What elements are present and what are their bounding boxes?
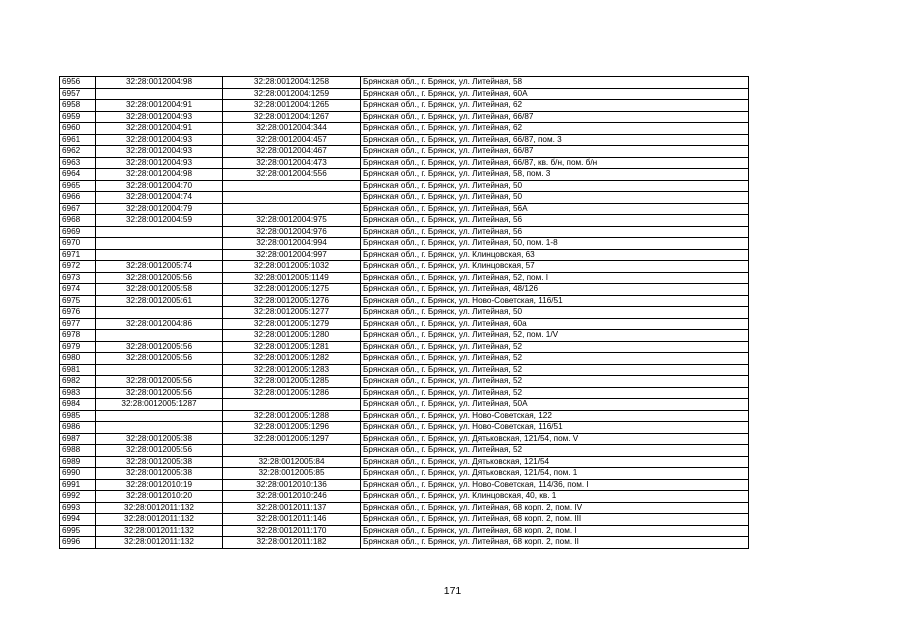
row-number-cell: 6982 [60, 376, 96, 388]
table-row [60, 215, 749, 227]
table-row [60, 146, 749, 158]
cadastral-number-cell: 32:28:0012011:182 [223, 537, 361, 549]
row-number-cell: 6961 [60, 134, 96, 146]
address-cell: Брянская обл., г. Брянск, ул. Литейная, 66/87 [361, 146, 749, 158]
address-cell: Брянская обл., г. Брянск, ул. Литейная, 50 [361, 180, 749, 192]
parcel-number-cell: 32:28:0012004:93 [96, 146, 223, 158]
table-row [60, 525, 749, 537]
parcel-number-cell: 32:28:0012005:61 [96, 295, 223, 307]
parcel-number-cell [96, 88, 223, 100]
cadastral-number-cell [223, 192, 361, 204]
registry-table-body [60, 77, 749, 549]
row-number-cell: 6979 [60, 341, 96, 353]
parcel-number-cell: 32:28:0012005:58 [96, 284, 223, 296]
cadastral-number-cell: 32:28:0012010:246 [223, 491, 361, 503]
table-row [60, 238, 749, 250]
cadastral-number-cell: 32:28:0012005:1276 [223, 295, 361, 307]
table-row [60, 353, 749, 365]
cadastral-number-cell: 32:28:0012004:344 [223, 123, 361, 135]
address-cell: Брянская обл., г. Брянск, ул. Литейная, 68 корп. 2, пом. III [361, 514, 749, 526]
address-cell: Брянская обл., г. Брянск, ул. Литейная, 56 [361, 215, 749, 227]
cadastral-number-cell: 32:28:0012005:1296 [223, 422, 361, 434]
row-number-cell: 6974 [60, 284, 96, 296]
address-cell: Брянская обл., г. Брянск, ул. Клинцовская, 63 [361, 249, 749, 261]
cadastral-number-cell: 32:28:0012004:1258 [223, 77, 361, 89]
cadastral-number-cell: 32:28:0012004:994 [223, 238, 361, 250]
cadastral-number-cell [223, 399, 361, 411]
cadastral-number-cell: 32:28:0012011:137 [223, 502, 361, 514]
table-row [60, 100, 749, 112]
row-number-cell: 6978 [60, 330, 96, 342]
cadastral-number-cell: 32:28:0012005:1285 [223, 376, 361, 388]
row-number-cell: 6975 [60, 295, 96, 307]
table-row [60, 399, 749, 411]
cadastral-number-cell: 32:28:0012005:1280 [223, 330, 361, 342]
cadastral-number-cell: 32:28:0012005:85 [223, 468, 361, 480]
address-cell: Брянская обл., г. Брянск, ул. Литейная, 52, пом. 1/V [361, 330, 749, 342]
address-cell: Брянская обл., г. Брянск, ул. Литейная, 68 корп. 2, пом. IV [361, 502, 749, 514]
registry-table [59, 76, 749, 549]
table-row [60, 445, 749, 457]
parcel-number-cell: 32:28:0012005:56 [96, 353, 223, 365]
address-cell: Брянская обл., г. Брянск, ул. Литейная, 60а [361, 318, 749, 330]
parcel-number-cell [96, 249, 223, 261]
row-number-cell: 6986 [60, 422, 96, 434]
row-number-cell: 6972 [60, 261, 96, 273]
row-number-cell: 6994 [60, 514, 96, 526]
row-number-cell: 6987 [60, 433, 96, 445]
parcel-number-cell: 32:28:0012004:86 [96, 318, 223, 330]
cadastral-number-cell: 32:28:0012005:84 [223, 456, 361, 468]
table-row [60, 295, 749, 307]
address-cell: Брянская обл., г. Брянск, ул. Литейная, 50 [361, 307, 749, 319]
address-cell: Брянская обл., г. Брянск, ул. Литейная, 68 корп. 2, пом. II [361, 537, 749, 549]
cadastral-number-cell: 32:28:0012004:997 [223, 249, 361, 261]
row-number-cell: 6967 [60, 203, 96, 215]
parcel-number-cell: 32:28:0012004:93 [96, 134, 223, 146]
row-number-cell: 6970 [60, 238, 96, 250]
table-row [60, 226, 749, 238]
table-row [60, 491, 749, 503]
row-number-cell: 6966 [60, 192, 96, 204]
row-number-cell: 6977 [60, 318, 96, 330]
cadastral-number-cell: 32:28:0012005:1277 [223, 307, 361, 319]
parcel-number-cell: 32:28:0012005:38 [96, 456, 223, 468]
table-row [60, 192, 749, 204]
cadastral-number-cell: 32:28:0012005:1286 [223, 387, 361, 399]
table-row [60, 433, 749, 445]
cadastral-number-cell: 32:28:0012005:1279 [223, 318, 361, 330]
address-cell: Брянская обл., г. Брянск, ул. Литейная, 52 [361, 376, 749, 388]
parcel-number-cell: 32:28:0012010:19 [96, 479, 223, 491]
row-number-cell: 6984 [60, 399, 96, 411]
row-number-cell: 6963 [60, 157, 96, 169]
address-cell: Брянская обл., г. Брянск, ул. Литейная, 52 [361, 341, 749, 353]
address-cell: Брянская обл., г. Брянск, ул. Литейная, 52, пом. I [361, 272, 749, 284]
address-cell: Брянская обл., г. Брянск, ул. Литейная, 52 [361, 387, 749, 399]
parcel-number-cell: 32:28:0012005:38 [96, 433, 223, 445]
table-row [60, 468, 749, 480]
page-number: 171 [443, 585, 462, 597]
table-row [60, 318, 749, 330]
address-cell: Брянская обл., г. Брянск, ул. Литейная, 50А [361, 399, 749, 411]
row-number-cell: 6988 [60, 445, 96, 457]
address-cell: Брянская обл., г. Брянск, ул. Литейная, 62 [361, 123, 749, 135]
parcel-number-cell: 32:28:0012011:132 [96, 537, 223, 549]
table-row [60, 180, 749, 192]
table-row [60, 169, 749, 181]
parcel-number-cell: 32:28:0012004:93 [96, 157, 223, 169]
parcel-number-cell: 32:28:0012004:91 [96, 123, 223, 135]
cadastral-number-cell: 32:28:0012004:1267 [223, 111, 361, 123]
parcel-number-cell: 32:28:0012005:56 [96, 376, 223, 388]
parcel-number-cell: 32:28:0012005:38 [96, 468, 223, 480]
address-cell: Брянская обл., г. Брянск, ул. Литейная, 50, пом. 1-8 [361, 238, 749, 250]
address-cell: Брянская обл., г. Брянск, ул. Литейная, 66/87 [361, 111, 749, 123]
parcel-number-cell [96, 364, 223, 376]
cadastral-number-cell: 32:28:0012005:1032 [223, 261, 361, 273]
parcel-number-cell: 32:28:0012004:59 [96, 215, 223, 227]
address-cell: Брянская обл., г. Брянск, ул. Литейная, 58 [361, 77, 749, 89]
table-row [60, 157, 749, 169]
cadastral-number-cell: 32:28:0012004:473 [223, 157, 361, 169]
table-row [60, 479, 749, 491]
address-cell: Брянская обл., г. Брянск, ул. Литейная, 68 корп. 2, пом. I [361, 525, 749, 537]
table-row [60, 410, 749, 422]
cadastral-number-cell: 32:28:0012004:976 [223, 226, 361, 238]
parcel-number-cell: 32:28:0012010:20 [96, 491, 223, 503]
row-number-cell: 6965 [60, 180, 96, 192]
row-number-cell: 6990 [60, 468, 96, 480]
parcel-number-cell: 32:28:0012011:132 [96, 525, 223, 537]
row-number-cell: 6962 [60, 146, 96, 158]
table-row [60, 249, 749, 261]
address-cell: Брянская обл., г. Брянск, ул. Ново-Советская, 116/51 [361, 422, 749, 434]
address-cell: Брянская обл., г. Брянск, ул. Литейная, 66/87, пом. 3 [361, 134, 749, 146]
cadastral-number-cell [223, 203, 361, 215]
cadastral-number-cell: 32:28:0012011:170 [223, 525, 361, 537]
address-cell: Брянская обл., г. Брянск, ул. Ново-Советская, 114/36, пом. I [361, 479, 749, 491]
row-number-cell: 6996 [60, 537, 96, 549]
table-row [60, 111, 749, 123]
address-cell: Брянская обл., г. Брянск, ул. Литейная, 56А [361, 203, 749, 215]
cadastral-number-cell: 32:28:0012010:136 [223, 479, 361, 491]
parcel-number-cell [96, 238, 223, 250]
cadastral-number-cell: 32:28:0012005:1297 [223, 433, 361, 445]
parcel-number-cell [96, 307, 223, 319]
table-row [60, 77, 749, 89]
parcel-number-cell [96, 410, 223, 422]
cadastral-number-cell: 32:28:0012011:146 [223, 514, 361, 526]
table-row [60, 261, 749, 273]
address-cell: Брянская обл., г. Брянск, ул. Дятьковская, 121/54, пом. V [361, 433, 749, 445]
parcel-number-cell: 32:28:0012011:132 [96, 502, 223, 514]
row-number-cell: 6980 [60, 353, 96, 365]
table-row [60, 307, 749, 319]
cadastral-number-cell: 32:28:0012005:1282 [223, 353, 361, 365]
cadastral-number-cell: 32:28:0012005:1275 [223, 284, 361, 296]
parcel-number-cell: 32:28:0012004:91 [96, 100, 223, 112]
row-number-cell: 6985 [60, 410, 96, 422]
address-cell: Брянская обл., г. Брянск, ул. Клинцовская, 40, кв. 1 [361, 491, 749, 503]
cadastral-number-cell: 32:28:0012005:1149 [223, 272, 361, 284]
row-number-cell: 6956 [60, 77, 96, 89]
address-cell: Брянская обл., г. Брянск, ул. Литейная, 52 [361, 353, 749, 365]
table-row [60, 123, 749, 135]
row-number-cell: 6995 [60, 525, 96, 537]
table-row [60, 203, 749, 215]
parcel-number-cell: 32:28:0012004:93 [96, 111, 223, 123]
table-row [60, 134, 749, 146]
row-number-cell: 6968 [60, 215, 96, 227]
parcel-number-cell: 32:28:0012005:56 [96, 272, 223, 284]
row-number-cell: 6983 [60, 387, 96, 399]
table-row [60, 376, 749, 388]
parcel-number-cell: 32:28:0012004:70 [96, 180, 223, 192]
parcel-number-cell: 32:28:0012004:74 [96, 192, 223, 204]
parcel-number-cell: 32:28:0012005:56 [96, 341, 223, 353]
row-number-cell: 6991 [60, 479, 96, 491]
row-number-cell: 6959 [60, 111, 96, 123]
table-row [60, 341, 749, 353]
table-row [60, 387, 749, 399]
parcel-number-cell: 32:28:0012005:1287 [96, 399, 223, 411]
table-row [60, 88, 749, 100]
cadastral-number-cell: 32:28:0012004:1265 [223, 100, 361, 112]
address-cell: Брянская обл., г. Брянск, ул. Литейная, 62 [361, 100, 749, 112]
address-cell: Брянская обл., г. Брянск, ул. Литейная, 52 [361, 364, 749, 376]
parcel-number-cell: 32:28:0012004:79 [96, 203, 223, 215]
address-cell: Брянская обл., г. Брянск, ул. Литейная, 50 [361, 192, 749, 204]
parcel-number-cell [96, 422, 223, 434]
cadastral-number-cell [223, 445, 361, 457]
cadastral-number-cell [223, 180, 361, 192]
row-number-cell: 6976 [60, 307, 96, 319]
parcel-number-cell [96, 330, 223, 342]
table-row [60, 364, 749, 376]
address-cell: Брянская обл., г. Брянск, ул. Ново-Советская, 116/51 [361, 295, 749, 307]
row-number-cell: 6989 [60, 456, 96, 468]
cadastral-number-cell: 32:28:0012004:1259 [223, 88, 361, 100]
table-row [60, 514, 749, 526]
row-number-cell: 6969 [60, 226, 96, 238]
cadastral-number-cell: 32:28:0012004:975 [223, 215, 361, 227]
row-number-cell: 6981 [60, 364, 96, 376]
address-cell: Брянская обл., г. Брянск, ул. Литейная, 52 [361, 445, 749, 457]
cadastral-number-cell: 32:28:0012004:467 [223, 146, 361, 158]
table-row [60, 502, 749, 514]
table-row [60, 456, 749, 468]
cadastral-number-cell: 32:28:0012005:1281 [223, 341, 361, 353]
address-cell: Брянская обл., г. Брянск, ул. Литейная, 60А [361, 88, 749, 100]
address-cell: Брянская обл., г. Брянск, ул. Дятьковская, 121/54 [361, 456, 749, 468]
table-row [60, 537, 749, 549]
table-row [60, 272, 749, 284]
address-cell: Брянская обл., г. Брянск, ул. Литейная, 56 [361, 226, 749, 238]
row-number-cell: 6993 [60, 502, 96, 514]
table-row [60, 422, 749, 434]
row-number-cell: 6960 [60, 123, 96, 135]
row-number-cell: 6973 [60, 272, 96, 284]
parcel-number-cell: 32:28:0012011:132 [96, 514, 223, 526]
parcel-number-cell: 32:28:0012005:74 [96, 261, 223, 273]
table-row [60, 284, 749, 296]
address-cell: Брянская обл., г. Брянск, ул. Литейная, 66/87, кв. б/н, пом. б/н [361, 157, 749, 169]
row-number-cell: 6964 [60, 169, 96, 181]
row-number-cell: 6957 [60, 88, 96, 100]
table-row [60, 330, 749, 342]
parcel-number-cell: 32:28:0012005:56 [96, 387, 223, 399]
address-cell: Брянская обл., г. Брянск, ул. Литейная, 48/126 [361, 284, 749, 296]
parcel-number-cell [96, 226, 223, 238]
row-number-cell: 6992 [60, 491, 96, 503]
parcel-number-cell: 32:28:0012004:98 [96, 77, 223, 89]
parcel-number-cell: 32:28:0012005:56 [96, 445, 223, 457]
cadastral-number-cell: 32:28:0012005:1283 [223, 364, 361, 376]
address-cell: Брянская обл., г. Брянск, ул. Дятьковская, 121/54, пом. 1 [361, 468, 749, 480]
row-number-cell: 6971 [60, 249, 96, 261]
cadastral-number-cell: 32:28:0012004:556 [223, 169, 361, 181]
address-cell: Брянская обл., г. Брянск, ул. Литейная, 58, пом. 3 [361, 169, 749, 181]
cadastral-number-cell: 32:28:0012004:457 [223, 134, 361, 146]
address-cell: Брянская обл., г. Брянск, ул. Ново-Советская, 122 [361, 410, 749, 422]
parcel-number-cell: 32:28:0012004:98 [96, 169, 223, 181]
row-number-cell: 6958 [60, 100, 96, 112]
cadastral-number-cell: 32:28:0012005:1288 [223, 410, 361, 422]
address-cell: Брянская обл., г. Брянск, ул. Клинцовская, 57 [361, 261, 749, 273]
